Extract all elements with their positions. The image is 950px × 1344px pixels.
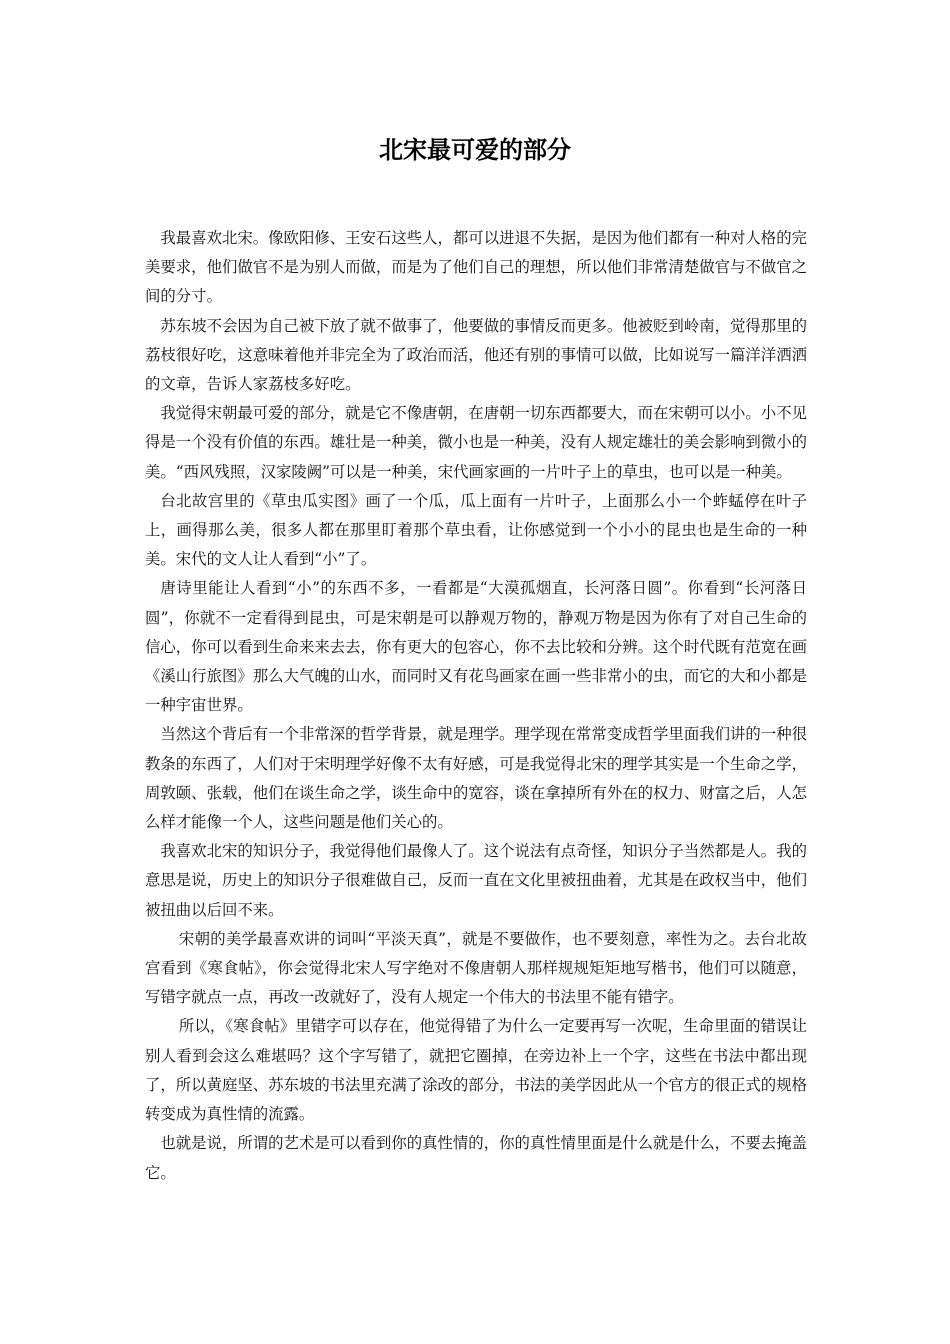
- paragraph-2: 苏东坡不会因为自己被下放了就不做事了，他要做的事情反而更多。他被贬到岭南，觉得那里的荔枝很好吃，这意味着他并非完全为了政治而活，他还有别的事情可以做，比如说写一篇洋洋洒洒的文章，告诉人家荔枝多好吃。: [145, 316, 807, 394]
- paragraph-3: 我觉得宋朝最可爱的部分，就是它不像唐朝，在唐朝一切东西都要大，而在宋朝可以小。小不见得是一个没有价值的东西。雄壮是一种美，微小也是一种美，没有人规定雄壮的美会影响到微小的美。“西风残照，汉家陵阙”可以是一种美，宋代画家画的一片叶子上的草虫，也可以是一种美。: [145, 404, 807, 481]
- paragraph-8: 宋朝的美学最喜欢讲的词叫“平淡天真”，就是不要做作，也不要刻意，率性为之。去台北故宫看到《寒食帖》，你会觉得北宋人写字绝对不像唐朝人那样规规矩矩地写楷书，他们可以随意，写错字就点一点，再改一改就好了，没有人规定一个伟大的书法里不能有错字。: [145, 929, 807, 1007]
- paragraph-1: 我最喜欢北宋。像欧阳修、王安石这些人，都可以进退不失据，是因为他们都有一种对人格的完美要求，他们做官不是为别人而做，而是为了他们自己的理想，所以他们非常清楚做官与不做官之间的分寸。: [145, 229, 807, 306]
- document-title: 北宋最可爱的部分: [379, 136, 571, 164]
- document-body: [145, 224, 807, 1188]
- paragraph-4: 台北故宫里的《草虫瓜实图》画了一个瓜，瓜上面有一片叶子，上面那么小一个蚱蜢停在叶子上，画得那么美，很多人都在那里盯着那个草虫看，让你感觉到一个小小的昆虫也是生命的一种美。宋代的文人让人看到“小”了。: [145, 491, 807, 569]
- paragraph-6: 当然这个背后有一个非常深的哲学背景，就是理学。理学现在常常变成哲学里面我们讲的一种很教条的东西了，人们对于宋明理学好像不太有好感，可是我觉得北宋的理学其实是一个生命之学，周敦颐、张载，他们在谈生命之学，谈生命中的宽容，谈在拿掉所有外在的权力、财富之后，人怎么样才能像一个人，这些问题是他们关心的。: [145, 725, 807, 832]
- paragraph-9: 所以，《寒食帖》里错字可以存在，他觉得错了为什么一定要再写一次呢，生命里面的错误让别人看到会这么难堪吗？这个字写错了，就把它圈掉，在旁边补上一个字，这些在书法中都出现了，所以黄庭坚、苏东坡的书法里充满了涂改的部分，书法的美学因此从一个官方的很正式的规格转变成为真性情的流露。: [145, 1017, 807, 1124]
- paragraph-10: 也就是说，所谓的艺术是可以看到你的真性情的，你的真性情里面是什么就是什么，不要去掩盖它。: [145, 1134, 807, 1182]
- paragraph-5: 唐诗里能让人看到“小”的东西不多，一看都是“大漠孤烟直，长河落日圆”。你看到“长河落日圆”，你就不一定看得到昆虫，可是宋朝是可以静观万物的，静观万物是因为你有了对自己生命的信心，你可以看到生命来来去去，你有更大的包容心，你不去比较和分辨。这个时代既有范宽在画《溪山行旅图》那么大气魄的山水，而同时又有花鸟画家在画一些非常小的虫，而它的大和小都是一种宇宙世界。: [145, 579, 807, 715]
- paragraph-7: 我喜欢北宋的知识分子，我觉得他们最像人了。这个说法有点奇怪，知识分子当然都是人。我的意思是说，历史上的知识分子很难做自己，反而一直在文化里被扭曲着，尤其是在政权当中，他们被扭曲以后回不来。: [145, 842, 807, 919]
